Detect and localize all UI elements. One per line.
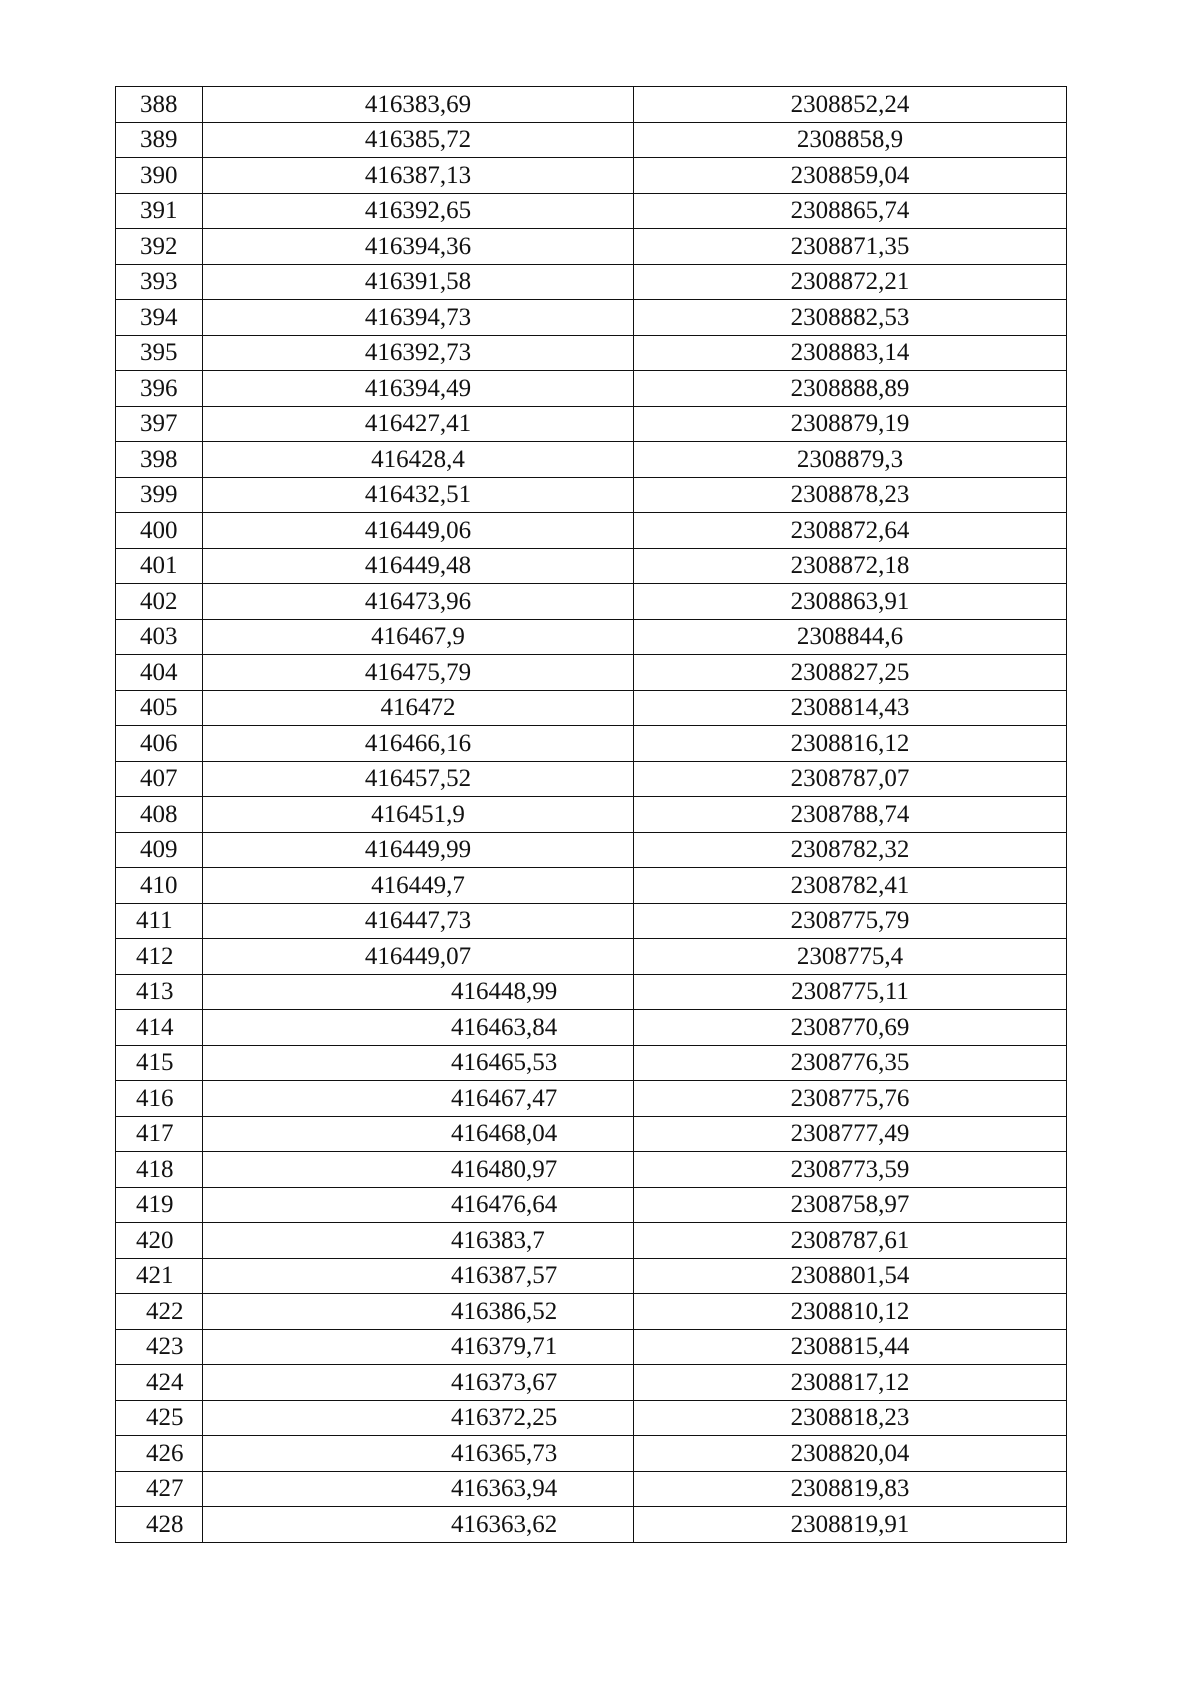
table-row [116,87,1067,123]
y-coordinate-cell: 2308879,19 [634,406,1067,442]
point-number-cell: 399 [116,477,203,513]
table-row [116,903,1067,939]
point-number-cell: 419 [116,1187,203,1223]
point-number-cell: 415 [116,1045,203,1081]
point-number-cell: 394 [116,300,203,336]
point-number-cell: 406 [116,726,203,762]
table-row [116,1507,1067,1543]
table-row [116,868,1067,904]
y-coordinate-cell: 2308810,12 [634,1294,1067,1330]
y-coordinate-cell: 2308775,76 [634,1081,1067,1117]
table-row [116,584,1067,620]
y-coordinate-cell: 2308871,35 [634,229,1067,265]
point-number-cell: 422 [116,1294,203,1330]
x-coordinate-cell: 416472 [203,690,634,726]
x-coordinate-cell: 416383,69 [203,87,634,123]
y-coordinate-cell: 2308788,74 [634,797,1067,833]
point-number-cell: 396 [116,371,203,407]
y-coordinate-cell: 2308882,53 [634,300,1067,336]
x-coordinate-cell: 416449,06 [203,513,634,549]
x-coordinate-cell: 416466,16 [203,726,634,762]
point-number-cell: 392 [116,229,203,265]
table-row [116,1223,1067,1259]
table-row [116,1365,1067,1401]
point-number-cell: 405 [116,690,203,726]
x-coordinate-cell: 416363,62 [203,1507,634,1543]
table-row [116,1436,1067,1472]
table-row [116,513,1067,549]
point-number-cell: 393 [116,264,203,300]
y-coordinate-cell: 2308773,59 [634,1152,1067,1188]
table-row [116,122,1067,158]
point-number-cell: 403 [116,619,203,655]
y-coordinate-cell: 2308776,35 [634,1045,1067,1081]
y-coordinate-cell: 2308852,24 [634,87,1067,123]
x-coordinate-cell: 416463,84 [203,1010,634,1046]
x-coordinate-cell: 416449,99 [203,832,634,868]
y-coordinate-cell: 2308777,49 [634,1116,1067,1152]
y-coordinate-cell: 2308816,12 [634,726,1067,762]
y-coordinate-cell: 2308775,11 [634,974,1067,1010]
x-coordinate-cell: 416432,51 [203,477,634,513]
x-coordinate-cell: 416476,64 [203,1187,634,1223]
y-coordinate-cell: 2308872,21 [634,264,1067,300]
table-row [116,797,1067,833]
y-coordinate-cell: 2308820,04 [634,1436,1067,1472]
x-coordinate-cell: 416365,73 [203,1436,634,1472]
x-coordinate-cell: 416385,72 [203,122,634,158]
x-coordinate-cell: 416394,49 [203,371,634,407]
x-coordinate-cell: 416465,53 [203,1045,634,1081]
point-number-cell: 397 [116,406,203,442]
point-number-cell: 407 [116,761,203,797]
table-row [116,1116,1067,1152]
x-coordinate-cell: 416449,7 [203,868,634,904]
x-coordinate-cell: 416449,48 [203,548,634,584]
table-row [116,619,1067,655]
x-coordinate-cell: 416394,73 [203,300,634,336]
point-number-cell: 389 [116,122,203,158]
table-row [116,229,1067,265]
table-row [116,300,1067,336]
table-row [116,371,1067,407]
y-coordinate-cell: 2308819,91 [634,1507,1067,1543]
point-number-cell: 401 [116,548,203,584]
point-number-cell: 423 [116,1329,203,1365]
point-number-cell: 414 [116,1010,203,1046]
x-coordinate-cell: 416467,9 [203,619,634,655]
point-number-cell: 398 [116,442,203,478]
table-row [116,442,1067,478]
y-coordinate-cell: 2308888,89 [634,371,1067,407]
point-number-cell: 413 [116,974,203,1010]
y-coordinate-cell: 2308775,4 [634,939,1067,975]
table-row [116,335,1067,371]
x-coordinate-cell: 416387,13 [203,158,634,194]
y-coordinate-cell: 2308782,32 [634,832,1067,868]
y-coordinate-cell: 2308819,83 [634,1471,1067,1507]
x-coordinate-cell: 416392,73 [203,335,634,371]
table-row [116,1400,1067,1436]
coordinates-table-body [116,87,1067,1543]
point-number-cell: 409 [116,832,203,868]
point-number-cell: 424 [116,1365,203,1401]
table-row [116,1187,1067,1223]
table-row [116,761,1067,797]
x-coordinate-cell: 416387,57 [203,1258,634,1294]
x-coordinate-cell: 416473,96 [203,584,634,620]
point-number-cell: 417 [116,1116,203,1152]
point-number-cell: 416 [116,1081,203,1117]
point-number-cell: 410 [116,868,203,904]
x-coordinate-cell: 416372,25 [203,1400,634,1436]
x-coordinate-cell: 416386,52 [203,1294,634,1330]
table-row [116,158,1067,194]
table-row [116,406,1067,442]
point-number-cell: 426 [116,1436,203,1472]
table-row [116,1081,1067,1117]
y-coordinate-cell: 2308815,44 [634,1329,1067,1365]
point-number-cell: 390 [116,158,203,194]
point-number-cell: 425 [116,1400,203,1436]
x-coordinate-cell: 416379,71 [203,1329,634,1365]
table-row [116,655,1067,691]
point-number-cell: 428 [116,1507,203,1543]
point-number-cell: 388 [116,87,203,123]
point-number-cell: 411 [116,903,203,939]
y-coordinate-cell: 2308858,9 [634,122,1067,158]
y-coordinate-cell: 2308844,6 [634,619,1067,655]
x-coordinate-cell: 416449,07 [203,939,634,975]
x-coordinate-cell: 416480,97 [203,1152,634,1188]
x-coordinate-cell: 416373,67 [203,1365,634,1401]
table-row [116,1329,1067,1365]
x-coordinate-cell: 416427,41 [203,406,634,442]
x-coordinate-cell: 416392,65 [203,193,634,229]
point-number-cell: 391 [116,193,203,229]
point-number-cell: 402 [116,584,203,620]
point-number-cell: 412 [116,939,203,975]
y-coordinate-cell: 2308878,23 [634,477,1067,513]
y-coordinate-cell: 2308770,69 [634,1010,1067,1046]
y-coordinate-cell: 2308883,14 [634,335,1067,371]
x-coordinate-cell: 416383,7 [203,1223,634,1259]
table-row [116,193,1067,229]
x-coordinate-cell: 416447,73 [203,903,634,939]
y-coordinate-cell: 2308872,64 [634,513,1067,549]
table-row [116,1010,1067,1046]
y-coordinate-cell: 2308859,04 [634,158,1067,194]
y-coordinate-cell: 2308801,54 [634,1258,1067,1294]
x-coordinate-cell: 416467,47 [203,1081,634,1117]
point-number-cell: 427 [116,1471,203,1507]
x-coordinate-cell: 416457,52 [203,761,634,797]
table-row [116,832,1067,868]
y-coordinate-cell: 2308827,25 [634,655,1067,691]
x-coordinate-cell: 416448,99 [203,974,634,1010]
table-row [116,974,1067,1010]
y-coordinate-cell: 2308865,74 [634,193,1067,229]
x-coordinate-cell: 416475,79 [203,655,634,691]
point-number-cell: 400 [116,513,203,549]
x-coordinate-cell: 416391,58 [203,264,634,300]
y-coordinate-cell: 2308787,07 [634,761,1067,797]
x-coordinate-cell: 416428,4 [203,442,634,478]
y-coordinate-cell: 2308817,12 [634,1365,1067,1401]
x-coordinate-cell: 416468,04 [203,1116,634,1152]
point-number-cell: 418 [116,1152,203,1188]
x-coordinate-cell: 416363,94 [203,1471,634,1507]
y-coordinate-cell: 2308758,97 [634,1187,1067,1223]
x-coordinate-cell: 416394,36 [203,229,634,265]
point-number-cell: 420 [116,1223,203,1259]
coordinates-table [115,86,1067,1543]
point-number-cell: 395 [116,335,203,371]
table-row [116,726,1067,762]
y-coordinate-cell: 2308814,43 [634,690,1067,726]
point-number-cell: 421 [116,1258,203,1294]
y-coordinate-cell: 2308818,23 [634,1400,1067,1436]
table-row [116,548,1067,584]
table-row [116,1471,1067,1507]
y-coordinate-cell: 2308879,3 [634,442,1067,478]
table-row [116,1258,1067,1294]
y-coordinate-cell: 2308775,79 [634,903,1067,939]
table-row [116,264,1067,300]
table-row [116,1152,1067,1188]
point-number-cell: 404 [116,655,203,691]
table-row [116,690,1067,726]
y-coordinate-cell: 2308872,18 [634,548,1067,584]
point-number-cell: 408 [116,797,203,833]
table-row [116,477,1067,513]
y-coordinate-cell: 2308787,61 [634,1223,1067,1259]
table-row [116,1045,1067,1081]
y-coordinate-cell: 2308863,91 [634,584,1067,620]
y-coordinate-cell: 2308782,41 [634,868,1067,904]
table-row [116,939,1067,975]
table-row [116,1294,1067,1330]
x-coordinate-cell: 416451,9 [203,797,634,833]
